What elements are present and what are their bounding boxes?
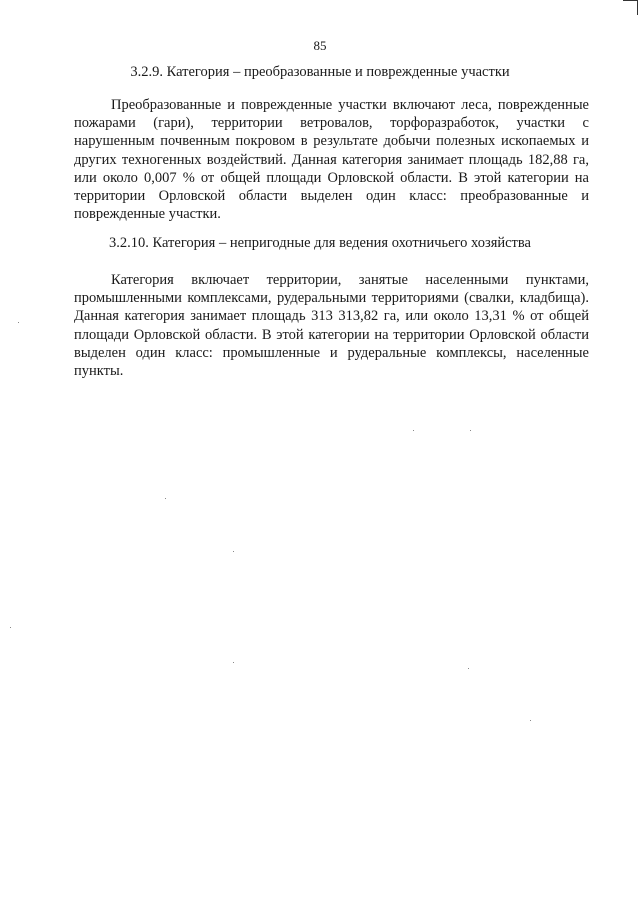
scan-speck bbox=[18, 322, 19, 323]
scan-speck bbox=[10, 627, 11, 628]
section-heading-3-2-10: 3.2.10. Категория – непригодные для ведения охотничьего хозяйства bbox=[109, 235, 531, 251]
scan-speck bbox=[530, 720, 531, 721]
scan-speck bbox=[413, 430, 414, 431]
scan-speck bbox=[468, 668, 469, 669]
scan-speck bbox=[165, 498, 166, 499]
section-paragraph-3-2-9: Преобразованные и поврежденные участки включают леса, поврежденные пожарами (гари), территории ветровалов, торфоразработок, участки с нарушенным почвенным покровом в результате добычи полезных ископаемых и других техногенных воздействий. Данная категория занимает площадь 182,88 га, или около 0,007 % от общей площади Орловской области. В этой категории на территории Орловской области выделен один класс: преобразованные и поврежденные участки. bbox=[74, 97, 589, 223]
page-number: 85 bbox=[313, 38, 327, 53]
scan-speck bbox=[470, 430, 471, 431]
scan-corner-mark bbox=[623, 0, 638, 15]
section-heading-3-2-9: 3.2.9. Категория – преобразованные и поврежденные участки bbox=[130, 64, 510, 80]
scan-speck bbox=[233, 551, 234, 552]
section-paragraph-3-2-10: Категория включает территории, занятые населенными пунктами, промышленными комплексами, рудеральными территориями (свалки, кладбища). Данная категория занимает площадь 313 313,82 га, или около 13,31 % от общей площади Орловской области. В этой категории на территории Орловской области выделен один класс: промышленные и рудеральные комплексы, населенные пункты. bbox=[74, 272, 589, 380]
scan-speck bbox=[233, 662, 234, 663]
